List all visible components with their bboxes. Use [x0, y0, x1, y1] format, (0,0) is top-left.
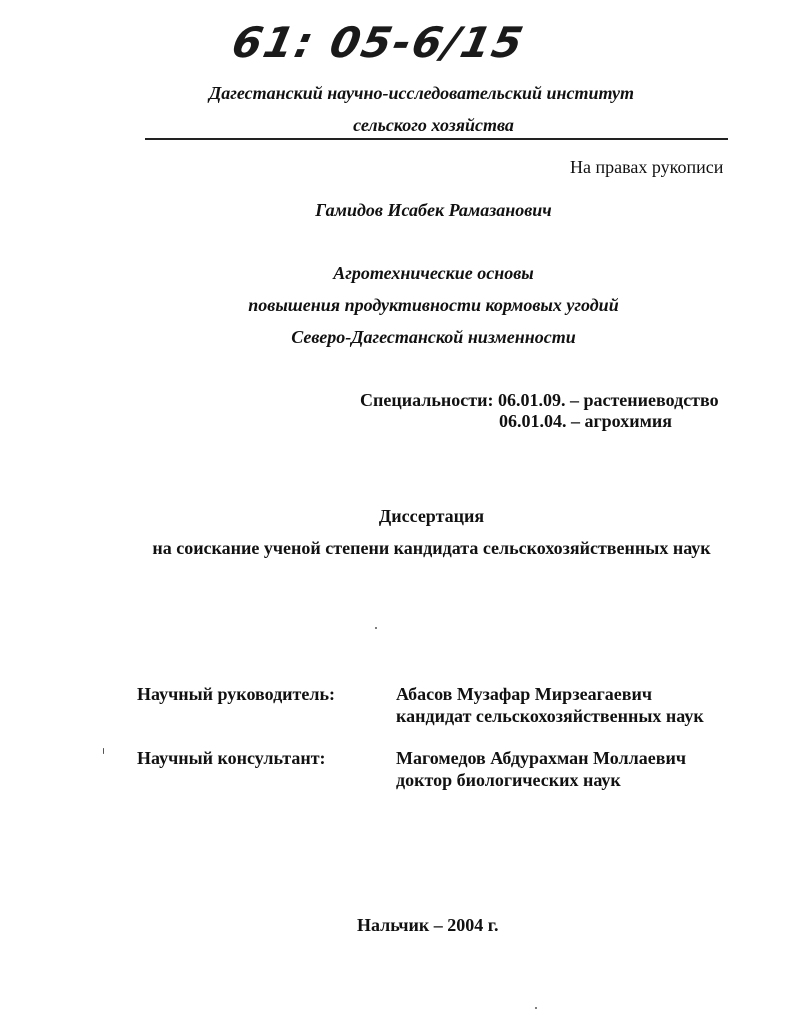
consultant-name: Магомедов Абдурахман Моллаевич [396, 748, 686, 768]
supervisor-name: Абасов Музафар Мирзеагаевич [396, 684, 653, 704]
supervisor-degree: кандидат сельскохозяйственных наук [396, 706, 704, 726]
place-and-year: Нальчик – 2004 г. [357, 915, 499, 935]
supervisor-label: Научный руководитель: [137, 684, 335, 704]
scan-mark [103, 748, 104, 754]
thesis-title-line3: Северо-Дагестанской низменности [291, 327, 576, 347]
header-divider [145, 138, 728, 140]
thesis-title-line1: Агротехнические основы [333, 263, 534, 283]
specialties-line2: 06.01.04. – агрохимия [499, 411, 672, 431]
manuscript-rights-note: На правах рукописи [570, 157, 724, 177]
scan-speck [375, 627, 377, 629]
institute-name-line1: Дагестанский научно-исследовательский институт [208, 83, 635, 103]
scan-speck-bottom [535, 1007, 537, 1009]
specialties-line1: Специальности: 06.01.09. – растениеводство [360, 390, 719, 410]
dissertation-heading: Диссертация [378, 506, 485, 526]
handwritten-catalog-number: 61: 05-6/15 [227, 18, 529, 67]
thesis-title-line2: повышения продуктивности кормовых угодий [248, 295, 619, 315]
institute-name-line2: сельского хозяйства [353, 115, 514, 135]
consultant-degree: доктор биологических наук [396, 770, 621, 790]
dissertation-subheading: на соискание ученой степени кандидата сельскохозяйственных наук [152, 538, 711, 558]
consultant-label: Научный консультант: [137, 748, 326, 768]
author-name: Гамидов Исабек Рамазанович [315, 200, 552, 220]
